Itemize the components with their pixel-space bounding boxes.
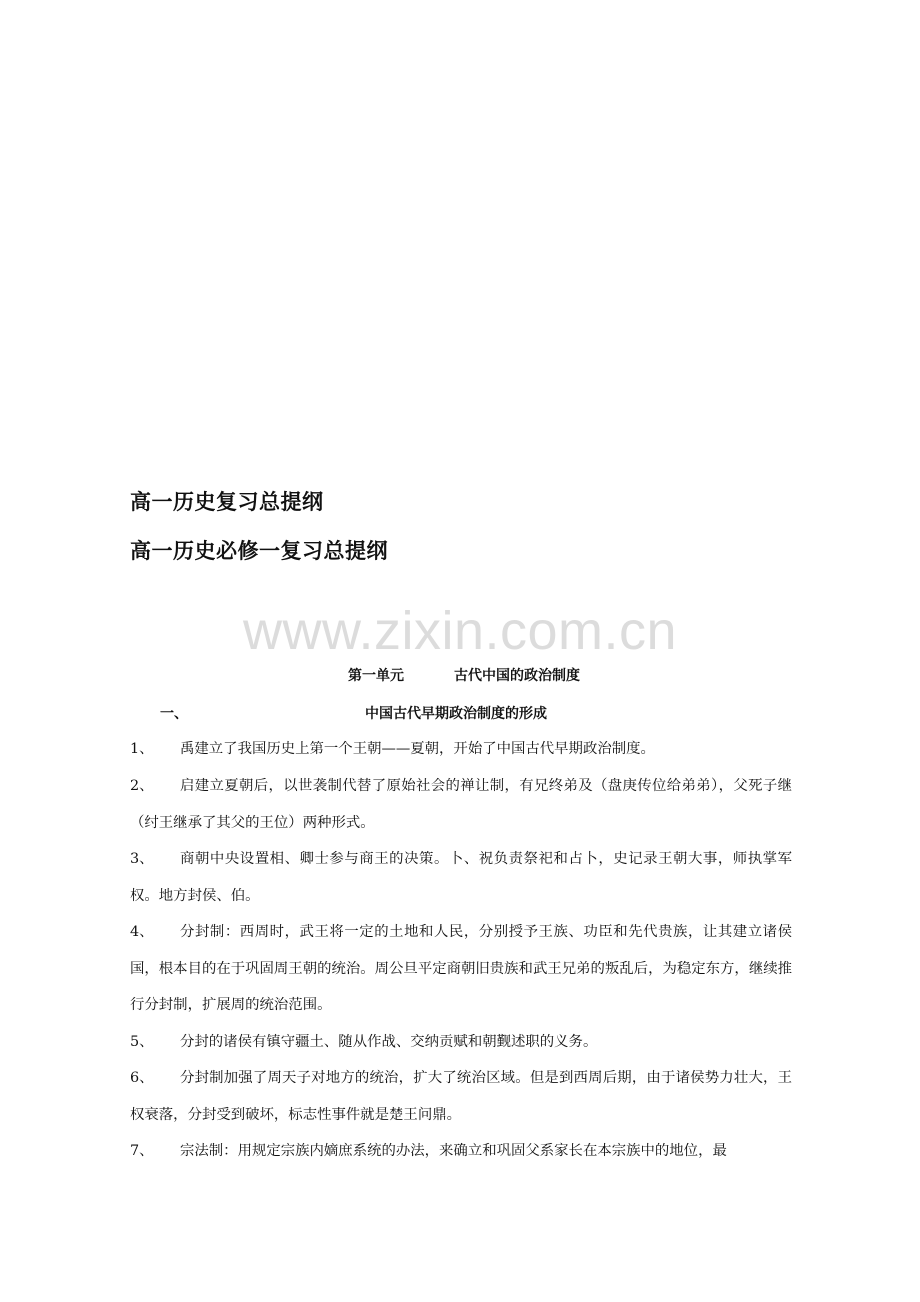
- item-number: 2、: [130, 778, 154, 794]
- item-number: 5、: [130, 1034, 154, 1050]
- watermark: www.zixin.com.cn: [242, 601, 678, 661]
- section-number: 一、: [160, 706, 188, 722]
- item-number: 4、: [130, 924, 154, 940]
- list-item: [130, 731, 792, 768]
- item-text: 分封的诸侯有镇守疆土、随从作战、交纳贡赋和朝觐述职的义务。: [180, 1034, 598, 1050]
- document-title: 高一历史复习总提纲: [130, 490, 324, 514]
- document-subtitle: 高一历史必修一复习总提纲: [130, 539, 388, 563]
- list-item: [130, 1060, 792, 1133]
- item-text: 启建立夏朝后，以世袭制代替了原始社会的禅让制，有兄终弟及（盘庚传位给弟弟），父死子继（纣王继承了其父的王位）两种形式。: [130, 778, 792, 831]
- item-text: 分封制：西周时，武王将一定的土地和人民，分别授予王族、功臣和先代贵族，让其建立诸侯国，根本目的在于巩固周王朝的统治。周公旦平定商朝旧贵族和武王兄弟的叛乱后，为稳定东方，继续推行分封制，扩展周的统治范围。: [130, 924, 792, 1013]
- unit-label: 第一单元: [348, 668, 404, 684]
- item-text: 禹建立了我国历史上第一个王朝——夏朝，开始了中国古代早期政治制度。: [180, 741, 655, 757]
- list-item: [130, 1133, 792, 1170]
- unit-title: 古代中国的政治制度: [454, 668, 580, 684]
- list-item: [130, 914, 792, 1024]
- item-number: 3、: [130, 851, 154, 867]
- item-text: 分封制加强了周天子对地方的统治，扩大了统治区域。但是到西周后期，由于诸侯势力壮大，王权衰落，分封受到破坏，标志性事件就是楚王问鼎。: [130, 1070, 792, 1123]
- list-item: [130, 1024, 792, 1061]
- list-item: [130, 768, 792, 841]
- item-text: 商朝中央设置相、卿士参与商王的决策。卜、祝负责祭祀和占卜，史记录王朝大事，师执掌军权。地方封侯、伯。: [130, 851, 792, 904]
- item-number: 7、: [130, 1143, 154, 1159]
- item-number: 1、: [130, 741, 154, 757]
- item-text: 宗法制：用规定宗族内嫡庶系统的办法，来确立和巩固父系家长在本宗族中的地位，最: [180, 1143, 727, 1159]
- section-title: 中国古代早期政治制度的形成: [365, 706, 547, 722]
- item-number: 6、: [130, 1070, 154, 1086]
- list-item: [130, 841, 792, 914]
